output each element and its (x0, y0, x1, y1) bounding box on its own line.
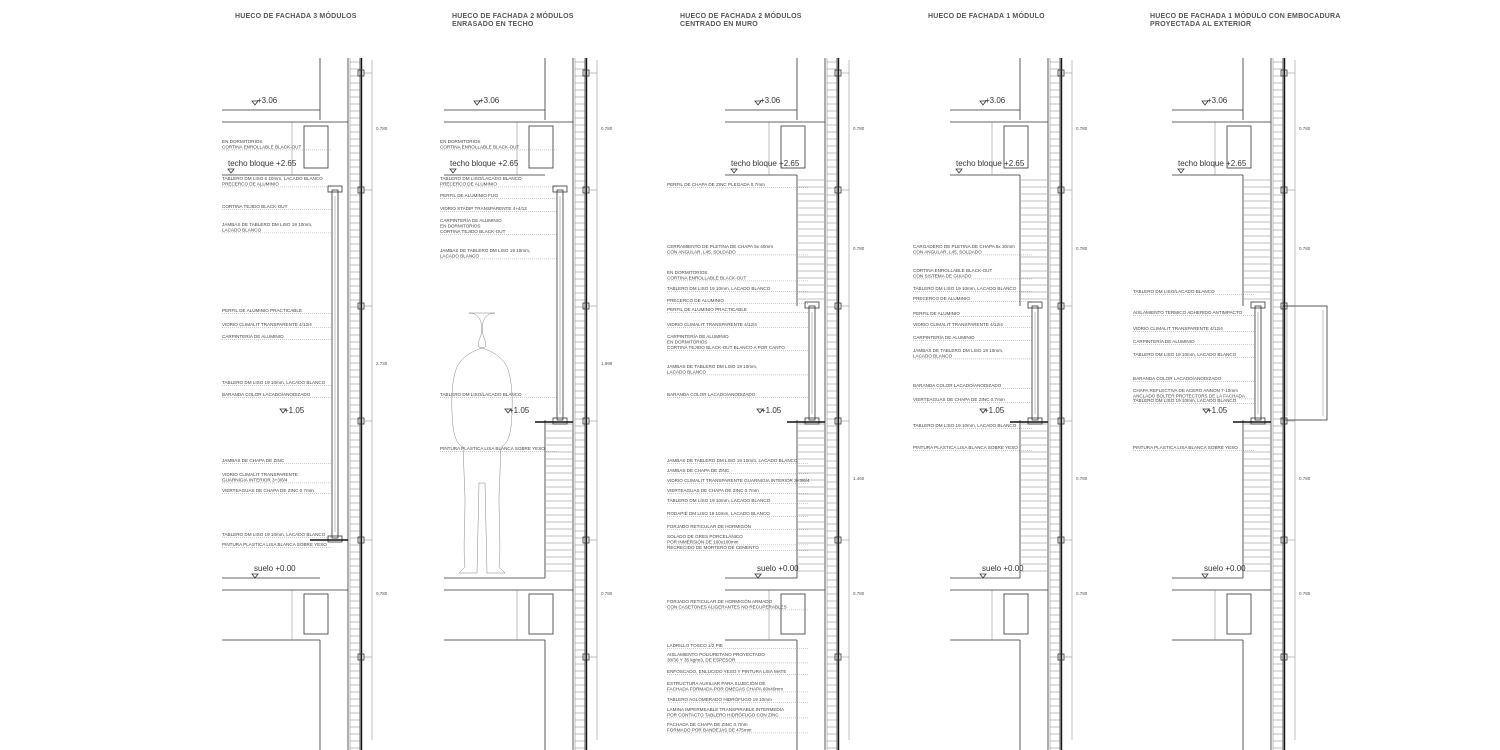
section-title: HUECO DE FACHADA 1 MÓDULO CON EMBOCADURA (1150, 13, 1341, 20)
annotation-label: SOLADO DE GRES PORCELÁNICO (667, 534, 743, 539)
slab-coffer (304, 594, 328, 634)
slab-coffer (529, 594, 553, 634)
annotation-label: TABLERO DM LISO/LACADO BLANCO (1133, 289, 1215, 294)
level-triangle (450, 169, 456, 173)
annotation-label: VIDRIO CLIMALIT TRANSPARENTE GUARNIGIA INTERIOR 3+3/6/4 (667, 478, 810, 483)
annotation-label: PERFIL DE ALUMINIO (913, 311, 960, 316)
annotation-label: TABLERO DM LISO 19 10mm, LACADO BLANCO (222, 380, 326, 385)
annotation-label: FORMADO POR BANDEJAS DE 475mm (667, 727, 752, 733)
annotations (1133, 289, 1255, 451)
level-ceiling: techo bloque +2.65 (450, 159, 519, 168)
annotation-label: LACADO BLANCO (667, 369, 707, 375)
annotation-label: EN DORMITORIOS (440, 139, 481, 144)
annotation-label: PINTURA PLASTICA LISA BLANCA SOBRE YESO (222, 542, 327, 547)
annotation-label: CARPINTERÍA DE ALUMINIO (667, 334, 729, 339)
annotation-label: TABLERO DM LISO/LACADO BLANCO (440, 392, 522, 397)
section-title: HUECO DE FACHADA 3 MÓDULOS (235, 13, 357, 20)
annotation-label: ESTRUCTURA AUXILIAR PARA SUJECIÓN DE (667, 681, 766, 686)
annotation-label: VIDRIO STADIP TRANSPARENTE 4+4/12 (440, 206, 527, 211)
annotations (667, 182, 810, 733)
dimension-label: 0.780 (1076, 246, 1088, 251)
level-triangle (980, 574, 986, 578)
level-mid: +1.05 (761, 406, 782, 415)
annotation-label: CORTINA ENROLLABLE BLACK-OUT (440, 144, 520, 150)
dimension-label: 0.780 (853, 591, 865, 596)
annotation-label: PINTURA PLASTICA LISA BLANCA SOBRE YESO (440, 446, 545, 451)
section-title: HUECO DE FACHADA 2 MÓDULOS (680, 13, 802, 20)
lower-slab (222, 564, 348, 750)
head-profile (553, 186, 567, 192)
section-1 (222, 11, 388, 750)
sill-profile (805, 418, 819, 424)
slab-coffer (781, 594, 805, 634)
dimension-label: 0.780 (853, 246, 865, 251)
annotation-label: CORTINA ENROLLABLE BLACK-OUT (667, 275, 747, 281)
annotation-label: JAMBAS DE CHAPA DE ZINC (667, 468, 730, 473)
annotation-label: PRECERCO DE ALUMINIO (667, 298, 724, 303)
annotation-label: ENFOSCADO, ENLUCIDO YESO Y PINTURA LISA MATE (667, 669, 787, 674)
dimension-label: 2.730 (376, 361, 388, 366)
level-ceiling: techo bloque +2.65 (731, 159, 800, 168)
level-top: +3.06 (1207, 96, 1228, 105)
sill-profile (553, 418, 567, 424)
window-opening (757, 175, 825, 578)
annotation-label: TABLERO DM LISO 19 10mm, LACADO BLANCO (913, 423, 1017, 428)
annotation-label: FORJADO RETICULAR DE HORMIGÓN (667, 524, 751, 529)
level-floor: suelo +0.00 (1204, 564, 1246, 573)
dimension-chain (1295, 60, 1311, 740)
annotation-label: FACHADA FORMADA POR OMEGAS CHAPA 60x40mm (667, 686, 784, 692)
annotation-label: PERFIL DE ALUMINIO PRACTICABLE (222, 308, 302, 313)
upper-slab (950, 96, 1048, 175)
window-opening (505, 186, 573, 578)
slab-coffer (1227, 594, 1251, 634)
annotations (913, 244, 1032, 451)
level-mid: +1.05 (284, 406, 305, 415)
annotation-label: PERFIL DE ALUMINIO PRACTICABLE (667, 307, 747, 312)
annotation-label: VIERTEAGUAS DE CHAPA DE ZINC 0.7mm (667, 488, 759, 493)
level-top: +3.06 (257, 96, 278, 105)
annotation-label: CON SISTEMA DE GUIADO (913, 273, 972, 279)
section-5 (1133, 11, 1341, 750)
dimension-chain (849, 60, 865, 740)
dimension-chain (597, 60, 613, 740)
dimension-label: 0.780 (1299, 126, 1311, 131)
dimension-label: 0.780 (1076, 126, 1088, 131)
annotation-label: JAMBAS DE TABLERO DM LISO 19 10mm, (440, 248, 531, 253)
annotation-label: EN DORMITORIOS (440, 223, 481, 229)
annotation-label: CON CASETONES ALIGERANTES NO RECUPERABLES (667, 604, 787, 610)
level-top: +3.06 (985, 96, 1006, 105)
annotation-label: LAMINA IMPERMEABLE TRANSPIRABLE INTERMEDIA (667, 707, 785, 712)
window-opening (1203, 175, 1327, 578)
level-ceiling: techo bloque +2.65 (228, 159, 297, 168)
section-3 (667, 11, 865, 750)
dimension-label: 0.780 (1076, 476, 1088, 481)
annotation-label: VIDRIO CLIMALIT TRANSPARENTE 4/12/4 (667, 322, 757, 327)
annotation-label: TABLERO DM LISO 19 10mm, LACADO BLANCO (667, 498, 771, 503)
annotation-label: 30/36 Y 35 kg/m3, DE ESPESOR (667, 657, 736, 663)
level-ceiling: techo bloque +2.65 (956, 159, 1025, 168)
level-top: +3.06 (760, 96, 781, 105)
annotation-label: TABLERO DM LISO 19 10mm, LACADO BLANCO (913, 286, 1017, 291)
section-title: CENTRADO EN MURO (680, 21, 758, 28)
level-floor: suelo +0.00 (254, 564, 296, 573)
upper-slab (1172, 96, 1271, 175)
upper-slab (725, 96, 825, 175)
annotation-label: LADRILLO TOSCO 1/2 PIE (667, 643, 723, 648)
annotation-label: LACADO BLANCO (913, 353, 953, 359)
level-floor: suelo +0.00 (982, 564, 1024, 573)
sill-profile (1028, 418, 1042, 424)
level-triangle (956, 169, 962, 173)
annotation-label: VIERTEAGUAS DE CHAPA DE ZINC 0.7mm (913, 397, 1005, 402)
annotation-label: JAMBAS DE TABLERO DM LISO 19 10mm, (667, 364, 758, 369)
annotations (222, 139, 332, 548)
annotations (440, 139, 557, 452)
annotation-label: PRECERCO DE ALUMINIO (222, 181, 279, 187)
projected-reveal (1283, 306, 1327, 420)
dimension-label: 1.999 (601, 361, 613, 366)
annotation-label: CON ANGULAR, L45, SOLDADO (667, 249, 736, 255)
level-mid: +1.05 (1207, 406, 1228, 415)
section-title: HUECO DE FACHADA 1 MÓDULO (928, 13, 1045, 20)
annotation-label: JAMBAS DE CHAPA DE ZINC (222, 458, 285, 463)
dimension-label: 1.460 (853, 476, 865, 481)
annotation-label: CORTINA TEJIDO BLACK-OUT (222, 204, 288, 209)
level-ceiling: techo bloque +2.65 (1178, 159, 1247, 168)
annotation-label: ANCLADO BOLTER PROTECTORS DE LA FACHADA (1133, 393, 1245, 399)
annotation-label: PRECERCO DE ALUMINIO (913, 296, 970, 301)
annotation-label: JAMBAS DE TABLERO DM LISO 19 10mm, LACADO BLANCO (667, 458, 798, 463)
annotation-label: VIDRIO CLIMALIT TRANSPARENTE 4/12/4 (222, 322, 312, 327)
annotation-label: CON ANGULAR, L45, SOLDADO (913, 249, 982, 255)
upper-slab (444, 96, 573, 175)
human-figure-silhouette (452, 313, 512, 573)
lower-slab (444, 578, 573, 750)
lower-slab (950, 564, 1048, 750)
annotation-label: RODAPIÉ DM LISO 19 10mm, LACADO BLANCO (667, 511, 770, 516)
annotation-label: TABLERO DM LISO 19 10mm, LACADO BLANCO (1133, 398, 1237, 403)
dimension-label: 0.780 (1076, 591, 1088, 596)
level-triangle (1178, 169, 1184, 173)
slab-coffer (304, 126, 328, 168)
annotation-label: AISLAMIENTO TERMICO ADHERIDO ANTIMPACTO (1133, 310, 1243, 315)
annotation-label: VIERTEAGUAS DE CHAPA DE ZINC 0.7mm (222, 488, 314, 493)
annotation-label: CORTINA ENROLLABLE BLACK-OUT (913, 268, 993, 273)
sill-profile (1251, 418, 1265, 424)
annotation-label: CARPINTERÍA DE ALUMINIO (222, 334, 284, 339)
annotation-label: CARGADERO DE PLETINA DE CHAPA 5x 30mm (913, 244, 1015, 249)
dimension-label: 0.780 (601, 126, 613, 131)
annotation-label: PERFIL DE ALUMINIO FIJO (440, 193, 499, 198)
annotation-label: LACADO BLANCO (222, 227, 262, 233)
annotation-label: TABLERO DM LISO 19 10mm, LACADO BLANCO (1133, 352, 1237, 357)
slab-coffer (529, 126, 553, 168)
annotation-label: TABLERO DM LISO 19 10mm, LACADO BLANCO (667, 286, 771, 291)
section-title: PROYECTADA AL EXTERIOR (1150, 21, 1252, 28)
level-mid: +1.05 (509, 406, 530, 415)
annotation-label: BARANDA COLOR LACADO/ANODIZADO (1133, 376, 1222, 381)
annotation-label: TABLERO DM LISO 19 10mm, LACADO BLANCO (222, 532, 326, 537)
annotation-label: CARPINTERÍA DE ALUMINIO (1133, 339, 1195, 344)
annotation-label: EN DORMITORIOS (222, 139, 263, 144)
annotation-label: FACHADA DE CHAPA DE ZINC 0.7mm (667, 722, 748, 727)
level-triangle (731, 169, 737, 173)
dimension-chain (1072, 60, 1088, 740)
dimension-label: 0.780 (1299, 476, 1311, 481)
section-4 (913, 11, 1088, 750)
annotation-label: TABLERO DM LISO/LACADO BLANCO (440, 176, 522, 181)
annotation-label: CARPINTERÍA DE ALUMINIO (913, 335, 975, 340)
section-2 (440, 11, 613, 750)
level-triangle (755, 574, 761, 578)
upper-slab (222, 96, 348, 175)
annotation-label: GUARNIGIA INTERIOR 3+3/6/4 (222, 477, 288, 483)
sill-profile (328, 536, 342, 542)
lower-slab (1172, 564, 1271, 750)
annotation-label: JAMBAS DE TABLERO DM LISO 19 10mm, (913, 348, 1004, 353)
dimension-label: 0.780 (376, 126, 388, 131)
annotation-label: BARANDA COLOR LACADO/ANODIZADO (667, 392, 756, 397)
level-top: +3.06 (479, 96, 500, 105)
annotation-label: BARANDA COLOR LACADO/ANODIZADO (222, 392, 311, 397)
level-triangle (228, 169, 234, 173)
dimension-label: 0.780 (853, 126, 865, 131)
annotation-label: EN DORMITORIOS (667, 339, 708, 345)
level-floor: suelo +0.00 (757, 564, 799, 573)
annotation-label: AISLAMIENTO POLIURETANO PROYECTADO (667, 652, 765, 657)
annotation-label: PERFIL DE CHAPA DE ZINC PLEGADA 0.7mm (667, 182, 765, 187)
annotation-label: PINTURA PLASTICA LISA BLANCA SOBRE YESO (913, 445, 1018, 450)
level-mid: +1.05 (984, 406, 1005, 415)
annotation-label: VIDRIO CLIMALIT TRANSPARENTE (222, 472, 298, 477)
slab-coffer (1004, 594, 1028, 634)
window-opening (980, 175, 1048, 578)
annotation-label: CERRAMIENTO DE PLETINA DE CHAPA 5x 40mm (667, 244, 774, 249)
annotation-label: TABLERO AGLOMERADO HIDRÓFUGO 19 10mm (667, 697, 772, 702)
annotation-label: CARPINTERÍA DE ALUMINIO (440, 218, 502, 223)
annotation-label: CORTINA TEJIDO BLACK-OUT (440, 228, 506, 234)
annotation-label: POR CONTACTO TABLERO HIDRÓFUGO CON ZINC (667, 712, 779, 718)
section-title: HUECO DE FACHADA 2 MÓDULOS (452, 13, 574, 20)
head-profile (1028, 302, 1042, 308)
dimension-label: 0.780 (1299, 591, 1311, 596)
dimension-label: 0.780 (601, 591, 613, 596)
head-profile (1251, 302, 1265, 308)
annotation-label: LACADO BLANCO (440, 253, 480, 259)
annotation-label: POR INMERSIÓN DE 100x100mm (667, 539, 739, 545)
annotation-label: PINTURA PLASTICA LISA BLANCA SOBRE YESO (1133, 445, 1238, 450)
annotation-label: VIDRIO CLIMALIT TRANSPARENTE 4/12/4 (913, 322, 1003, 327)
annotation-label: VIDRIO CLIMALIT TRANSPARENTE 4/12/4 (1133, 326, 1223, 331)
annotation-label: CORTINA ENROLLABLE BLACK-OUT (222, 144, 302, 150)
section-title: ENRASADO EN TECHO (452, 21, 534, 28)
dimension-chain (372, 60, 388, 740)
dimension-label: 0.780 (1299, 246, 1311, 251)
head-profile (805, 302, 819, 308)
level-triangle (1202, 574, 1208, 578)
annotation-label: EN DORMITORIOS (667, 270, 708, 275)
annotation-label: CORTINA TEJIDO BLACK-OUT BLANCO A POR CANTO (667, 344, 785, 350)
annotation-label: FORJADO RETICULAR DE HORMIGÓN ARMADO (667, 599, 773, 604)
annotation-label: JAMBAS DE TABLERO DM LISO 19 10mm, (222, 222, 313, 227)
annotation-label: BARANDA COLOR LACADO/ANODIZADO (913, 383, 1002, 388)
annotation-label: PRECERCO DE ALUMINIO (440, 181, 497, 187)
dimension-label: 0.780 (376, 591, 388, 596)
annotation-label: RECRECIDO DE MORTERO DE CEMENTO (667, 545, 759, 550)
annotation-label: CHAPA REFLECTIVA DE ACERO ANNON 7-10mm (1133, 388, 1238, 393)
annotation-label: TABLERO DM LISO 6 10mm, LACADO BLANCO (222, 176, 323, 181)
level-triangle (252, 574, 258, 578)
